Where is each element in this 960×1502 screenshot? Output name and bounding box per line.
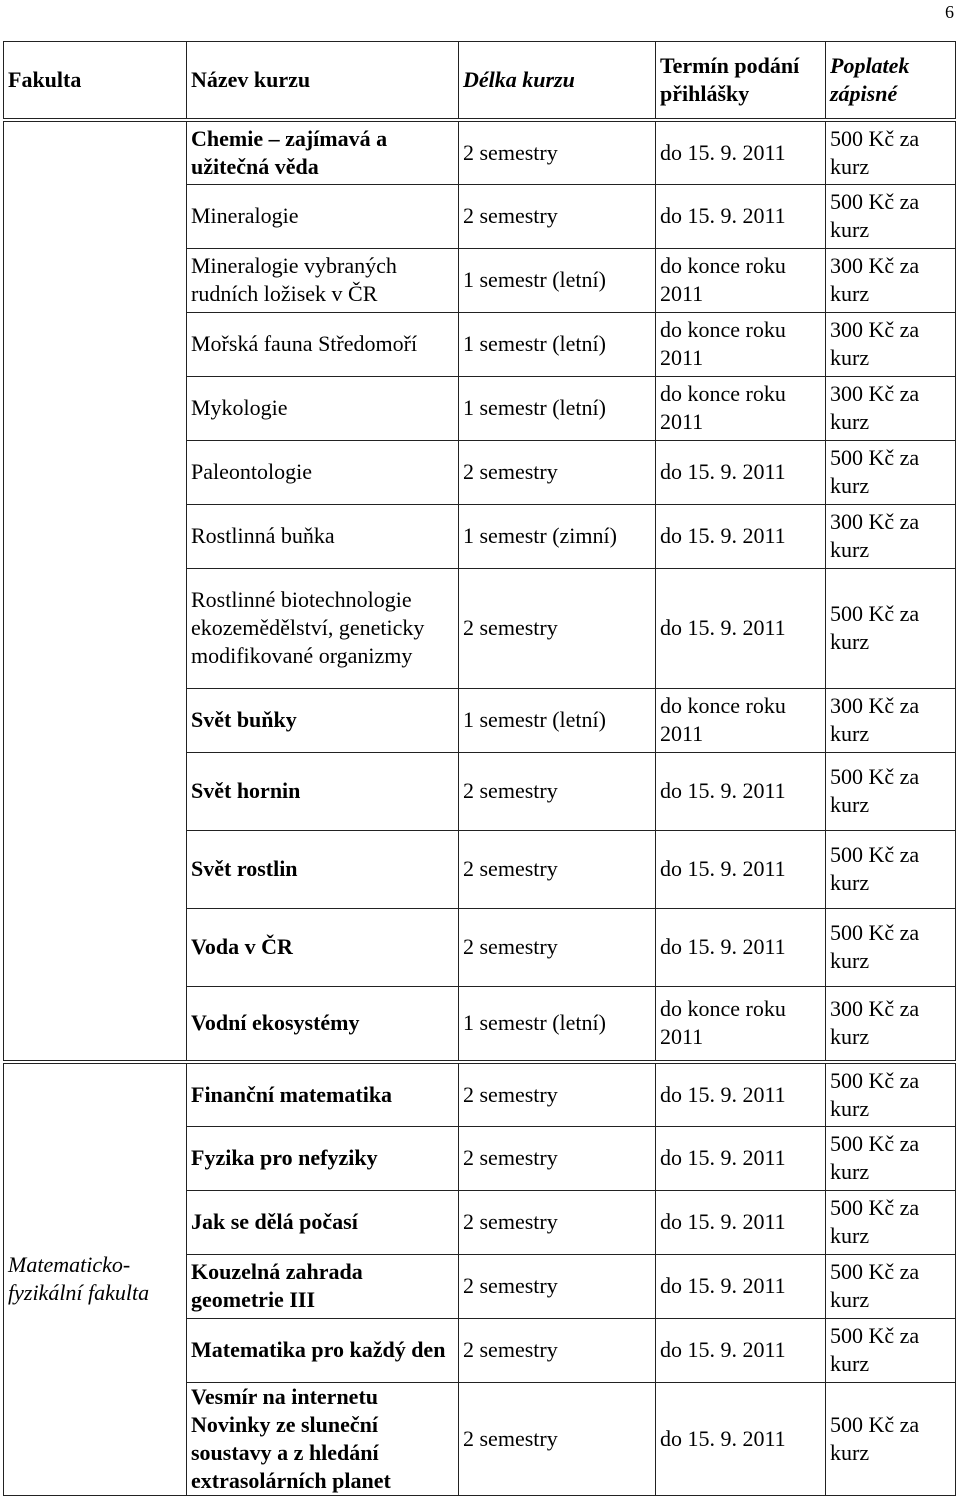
- fee-cell: 500 Kč za kurz: [826, 184, 956, 248]
- duration-cell: 2 semestry: [459, 568, 656, 688]
- faculty-cell: [4, 120, 187, 1062]
- duration-cell: 1 semestr (letní): [459, 986, 656, 1062]
- duration-cell: 2 semestry: [459, 1382, 656, 1495]
- course-name-cell: Mineralogie: [187, 184, 459, 248]
- duration-cell: 2 semestry: [459, 752, 656, 830]
- duration-cell: 2 semestry: [459, 184, 656, 248]
- course-name-cell: Svět buňky: [187, 688, 459, 752]
- fee-cell: 500 Kč za kurz: [826, 752, 956, 830]
- fee-cell: 500 Kč za kurz: [826, 830, 956, 908]
- course-name-cell: Voda v ČR: [187, 908, 459, 986]
- deadline-cell: do 15. 9. 2011: [656, 1382, 826, 1495]
- duration-cell: 1 semestr (zimní): [459, 504, 656, 568]
- deadline-cell: do 15. 9. 2011: [656, 568, 826, 688]
- duration-cell: 2 semestry: [459, 1190, 656, 1254]
- header-faculty: Fakulta: [4, 42, 187, 121]
- fee-cell: 500 Kč za kurz: [826, 1318, 956, 1382]
- duration-cell: 1 semestr (letní): [459, 248, 656, 312]
- header-duration: Délka kurzu: [459, 42, 656, 121]
- course-table: [3, 41, 956, 1496]
- table-row: [4, 1062, 956, 1126]
- page-number: 6: [945, 2, 954, 22]
- course-name-cell: Chemie – zajímavá a užitečná věda: [187, 120, 459, 184]
- deadline-cell: do konce roku 2011: [656, 312, 826, 376]
- course-name-cell: Mykologie: [187, 376, 459, 440]
- duration-cell: 2 semestry: [459, 1254, 656, 1318]
- duration-cell: 2 semestry: [459, 120, 656, 184]
- fee-cell: 500 Kč za kurz: [826, 440, 956, 504]
- duration-cell: 2 semestry: [459, 1062, 656, 1126]
- deadline-cell: do 15. 9. 2011: [656, 752, 826, 830]
- deadline-cell: do konce roku 2011: [656, 688, 826, 752]
- deadline-cell: do 15. 9. 2011: [656, 1254, 826, 1318]
- duration-cell: 2 semestry: [459, 1126, 656, 1190]
- deadline-cell: do 15. 9. 2011: [656, 120, 826, 184]
- deadline-cell: do konce roku 2011: [656, 986, 826, 1062]
- course-name-cell: Mořská fauna Středomoří: [187, 312, 459, 376]
- course-name-cell: Paleontologie: [187, 440, 459, 504]
- deadline-cell: do 15. 9. 2011: [656, 440, 826, 504]
- course-name-cell: Finanční matematika: [187, 1062, 459, 1126]
- faculty-cell: Matematicko-fyzikální fakulta: [4, 1062, 187, 1495]
- course-name-cell: Vodní ekosystémy: [187, 986, 459, 1062]
- fee-cell: 500 Kč za kurz: [826, 908, 956, 986]
- fee-cell: 500 Kč za kurz: [826, 1190, 956, 1254]
- fee-cell: 500 Kč za kurz: [826, 1254, 956, 1318]
- table-row: [4, 120, 956, 184]
- deadline-cell: do 15. 9. 2011: [656, 1318, 826, 1382]
- fee-cell: 300 Kč za kurz: [826, 312, 956, 376]
- course-name-cell: Svět hornin: [187, 752, 459, 830]
- duration-cell: 2 semestry: [459, 908, 656, 986]
- deadline-cell: do 15. 9. 2011: [656, 1126, 826, 1190]
- header-fee: Poplatek zápisné: [826, 42, 956, 121]
- deadline-cell: do 15. 9. 2011: [656, 908, 826, 986]
- course-name-cell: Vesmír na internetu Novinky ze sluneční soustavy a z hledání extrasolárních planet: [187, 1382, 459, 1495]
- duration-cell: 1 semestr (letní): [459, 688, 656, 752]
- course-name-cell: Svět rostlin: [187, 830, 459, 908]
- fee-cell: 300 Kč za kurz: [826, 504, 956, 568]
- duration-cell: 2 semestry: [459, 440, 656, 504]
- header-course-name: Název kurzu: [187, 42, 459, 121]
- fee-cell: 300 Kč za kurz: [826, 688, 956, 752]
- duration-cell: 1 semestr (letní): [459, 376, 656, 440]
- course-name-cell: Mineralogie vybraných rudních ložisek v ČR: [187, 248, 459, 312]
- course-name-cell: Rostlinná buňka: [187, 504, 459, 568]
- course-name-cell: Fyzika pro nefyziky: [187, 1126, 459, 1190]
- deadline-cell: do konce roku 2011: [656, 248, 826, 312]
- deadline-cell: do 15. 9. 2011: [656, 504, 826, 568]
- duration-cell: 1 semestr (letní): [459, 312, 656, 376]
- fee-cell: 500 Kč za kurz: [826, 1382, 956, 1495]
- fee-cell: 500 Kč za kurz: [826, 1062, 956, 1126]
- duration-cell: 2 semestry: [459, 830, 656, 908]
- fee-cell: 300 Kč za kurz: [826, 376, 956, 440]
- course-name-cell: Jak se dělá počasí: [187, 1190, 459, 1254]
- course-name-cell: Matematika pro každý den: [187, 1318, 459, 1382]
- deadline-cell: do 15. 9. 2011: [656, 184, 826, 248]
- course-name-cell: Rostlinné biotechnologie ekozemědělství, geneticky modifikované organizmy: [187, 568, 459, 688]
- deadline-cell: do 15. 9. 2011: [656, 1190, 826, 1254]
- deadline-cell: do konce roku 2011: [656, 376, 826, 440]
- duration-cell: 2 semestry: [459, 1318, 656, 1382]
- fee-cell: 500 Kč za kurz: [826, 120, 956, 184]
- course-name-cell: Kouzelná zahrada geometrie III: [187, 1254, 459, 1318]
- header-deadline: Termín podání přihlášky: [656, 42, 826, 121]
- fee-cell: 500 Kč za kurz: [826, 1126, 956, 1190]
- fee-cell: 500 Kč za kurz: [826, 568, 956, 688]
- fee-cell: 300 Kč za kurz: [826, 986, 956, 1062]
- deadline-cell: do 15. 9. 2011: [656, 830, 826, 908]
- fee-cell: 300 Kč za kurz: [826, 248, 956, 312]
- table-header-row: [4, 42, 956, 121]
- table-body: [4, 120, 956, 1495]
- deadline-cell: do 15. 9. 2011: [656, 1062, 826, 1126]
